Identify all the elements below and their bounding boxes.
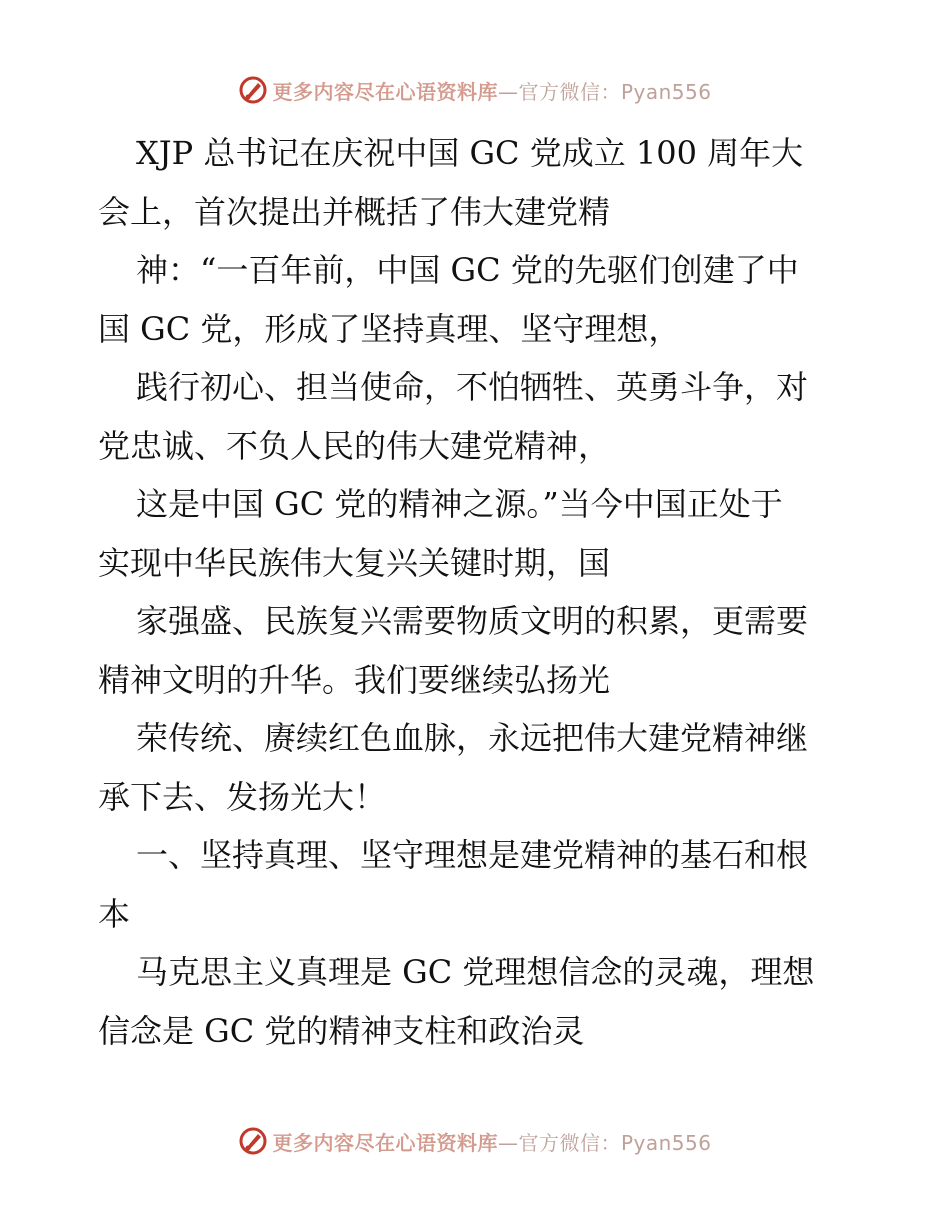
footer-contact-text: —官方微信：Pyan556	[497, 1130, 712, 1155]
header-contact-text: —官方微信：Pyan556	[497, 79, 712, 104]
body-line: 党忠诚、不负人民的伟大建党精神，	[98, 426, 611, 465]
body-line: 这是中国 GC 党的精神之源。”当今中国正处于	[136, 485, 783, 523]
body-line: 信念是 GC 党的精神支柱和政治灵	[98, 1011, 585, 1050]
body-line: 家强盛、民族复兴需要物质文明的积累，更需要	[136, 602, 809, 640]
body-line: 践行初心、担当使命，不怕牺牲、英勇斗争，对	[136, 368, 809, 406]
brush-logo-icon	[238, 75, 268, 105]
body-line: 精神文明的升华。我们要继续弘扬光	[98, 660, 611, 699]
footer-brand-text: 更多内容尽在心语资料库	[272, 1130, 498, 1155]
body-line: XJP 总书记在庆祝中国 GC 党成立 100 周年大	[136, 134, 804, 172]
body-line: 实现中华民族伟大复兴关键时期，国	[98, 543, 611, 582]
body-line: 神：“一百年前，中国 GC 党的先驱们创建了中	[136, 251, 799, 289]
footer-watermark-text	[272, 1127, 711, 1156]
footer-watermark-banner	[0, 1123, 950, 1159]
body-line: 承下去、发扬光大！	[98, 777, 387, 816]
header-watermark-banner	[0, 72, 950, 108]
document-body	[98, 124, 858, 1060]
section-heading: 一、坚持真理、坚守理想是建党精神的基石和根	[136, 836, 809, 874]
header-brand-text: 更多内容尽在心语资料库	[272, 79, 498, 104]
header-watermark-text	[272, 76, 711, 105]
body-line: 会上，首次提出并概括了伟大建党精	[98, 192, 611, 231]
brush-logo-icon	[238, 1126, 268, 1156]
body-line: 马克思主义真理是 GC 党理想信念的灵魂，理想	[136, 953, 815, 991]
section-heading-continuation: 本	[98, 894, 131, 933]
body-line: 荣传统、赓续红色血脉，永远把伟大建党精神继	[136, 719, 809, 757]
body-line: 国 GC 党，形成了坚持真理、坚守理想，	[98, 309, 681, 348]
